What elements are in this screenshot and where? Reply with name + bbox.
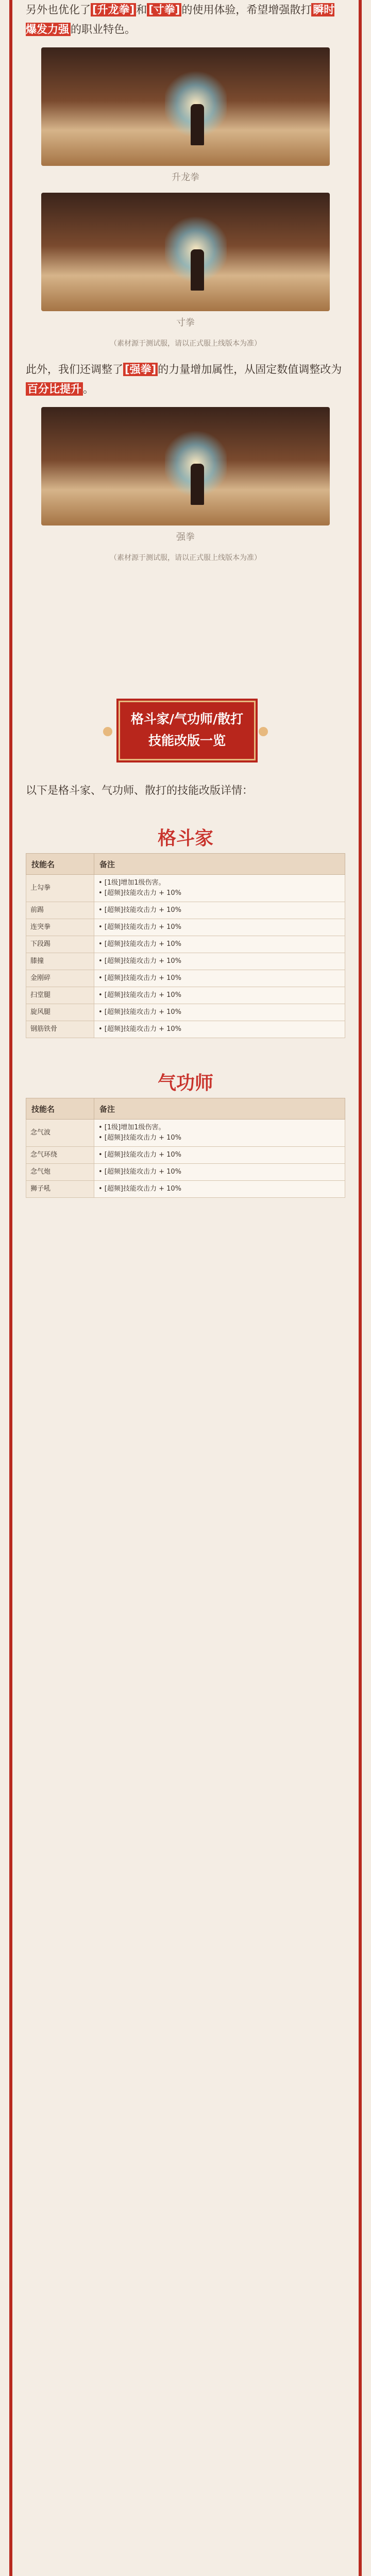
skill-section (26, 824, 345, 1038)
character (191, 464, 204, 505)
column-header: 备注 (94, 1098, 345, 1120)
note-line: • [超频]技能攻击力 + 10% (98, 1025, 181, 1033)
skill-notes (94, 953, 345, 970)
text: 的使用体验，希望增强散打 (181, 4, 312, 16)
character (191, 104, 204, 145)
screenshot-caption: 强拳 (176, 532, 195, 543)
skill-notes (94, 1120, 345, 1147)
skill-name: 旋风腿 (26, 1004, 94, 1021)
table-row (26, 1021, 345, 1038)
note-line: • [超频]技能攻击力 + 10% (98, 974, 181, 982)
table-row (26, 936, 345, 953)
skill-notes (94, 1004, 345, 1021)
table-row (26, 1147, 345, 1164)
skill-name: 膝撞 (26, 953, 94, 970)
column-header: 技能名 (26, 1098, 94, 1120)
skill-name: 前踢 (26, 902, 94, 919)
skill-notes (94, 902, 345, 919)
banner-ornament (259, 727, 268, 736)
skill-notes (94, 1164, 345, 1181)
note-line: • [超频]技能攻击力 + 10% (98, 906, 181, 914)
table-row (26, 902, 345, 919)
table-row (26, 1004, 345, 1021)
note-line: • [超频]技能攻击力 + 10% (98, 923, 181, 931)
lead-section (26, 781, 345, 800)
skill-name: 狮子吼 (26, 1181, 94, 1198)
table-row (26, 1120, 345, 1147)
right-border (359, 0, 362, 2576)
banner-line-2: 技能改版一览 (148, 733, 226, 748)
highlight: 瞬时爆发力强 (26, 4, 335, 36)
text: 和 (136, 4, 147, 16)
skill-section (26, 1069, 345, 1198)
table-row (26, 987, 345, 1004)
intro-paragraph-2 (26, 360, 345, 399)
banner-ornament (103, 727, 112, 736)
note-line: • [超频]技能攻击力 + 10% (98, 957, 181, 965)
intro-paragraph-1 (26, 0, 345, 39)
screenshot-caption: 升龙拳 (172, 172, 199, 183)
skill-name: 上勾拳 (26, 875, 94, 902)
character (191, 249, 204, 291)
skill-table (26, 853, 345, 1038)
note-line: • [超频]技能攻击力 + 10% (98, 1134, 181, 1142)
note-line: • [超频]技能攻击力 + 10% (98, 940, 181, 948)
note-line: • [1级]增加1级伤害。 (98, 879, 165, 887)
column-header: 技能名 (26, 854, 94, 875)
table-row (26, 953, 345, 970)
skill-notes (94, 1147, 345, 1164)
note-line: • [超频]技能攻击力 + 10% (98, 1185, 181, 1193)
skill-notes (94, 970, 345, 987)
screenshot-note: （素材源于测试服，请以正式服上线版本为准） (110, 340, 261, 348)
section-banner (0, 690, 371, 768)
text: 的力量增加属性，从固定数值调整改为 (158, 363, 342, 376)
text: 的职业特色。 (71, 23, 136, 36)
table-row (26, 1164, 345, 1181)
skill-screenshot (41, 407, 330, 526)
table-row (26, 875, 345, 902)
table-row (26, 919, 345, 936)
skill-notes (94, 1021, 345, 1038)
table-row (26, 1181, 345, 1198)
section-title: 格斗家 (157, 828, 213, 849)
highlight: 百分比提升 (26, 382, 83, 396)
highlight: [寸拳] (147, 3, 181, 16)
skill-notes (94, 875, 345, 902)
skill-notes (94, 919, 345, 936)
skill-notes (94, 936, 345, 953)
note-line: • [1级]增加1级伤害。 (98, 1124, 165, 1131)
note-line: • [超频]技能攻击力 + 10% (98, 1168, 181, 1176)
text: 。 (83, 383, 94, 395)
skill-notes (94, 1181, 345, 1198)
table-row (26, 970, 345, 987)
banner-box (119, 701, 256, 760)
skill-tables (26, 824, 345, 1229)
skill-name: 金刚碎 (26, 970, 94, 987)
highlight: [强拳] (123, 363, 158, 376)
banner-line-1: 格斗家/气功师/散打 (130, 711, 244, 726)
column-header: 备注 (94, 854, 345, 875)
skill-notes (94, 987, 345, 1004)
screenshot-caption: 寸拳 (176, 317, 195, 328)
skill-name: 念气环绕 (26, 1147, 94, 1164)
text: 此外，我们还调整了 (26, 363, 123, 376)
skill-screenshot (41, 47, 330, 166)
skill-name: 念气波 (26, 1120, 94, 1147)
note-line: • [超频]技能攻击力 + 10% (98, 1151, 181, 1159)
skill-name: 钢筋铁骨 (26, 1021, 94, 1038)
skill-screenshot (41, 193, 330, 311)
skill-table (26, 1098, 345, 1198)
skill-name: 念气炮 (26, 1164, 94, 1181)
skill-name: 下段踢 (26, 936, 94, 953)
left-border (9, 0, 12, 2576)
note-line: • [超频]技能攻击力 + 10% (98, 889, 181, 897)
note-line: • [超频]技能攻击力 + 10% (98, 1008, 181, 1016)
intro-section (26, 0, 345, 574)
highlight: [升龙拳] (91, 3, 136, 16)
skill-name: 扫堂腿 (26, 987, 94, 1004)
section-title: 气功师 (157, 1073, 213, 1094)
text: 另外也优化了 (26, 4, 91, 16)
screenshot-note: （素材源于测试服，请以正式服上线版本为准） (110, 554, 261, 562)
skill-name: 连突拳 (26, 919, 94, 936)
lead-text: 以下是格斗家、气功师、散打的技能改版详情： (26, 784, 253, 796)
note-line: • [超频]技能攻击力 + 10% (98, 991, 181, 999)
